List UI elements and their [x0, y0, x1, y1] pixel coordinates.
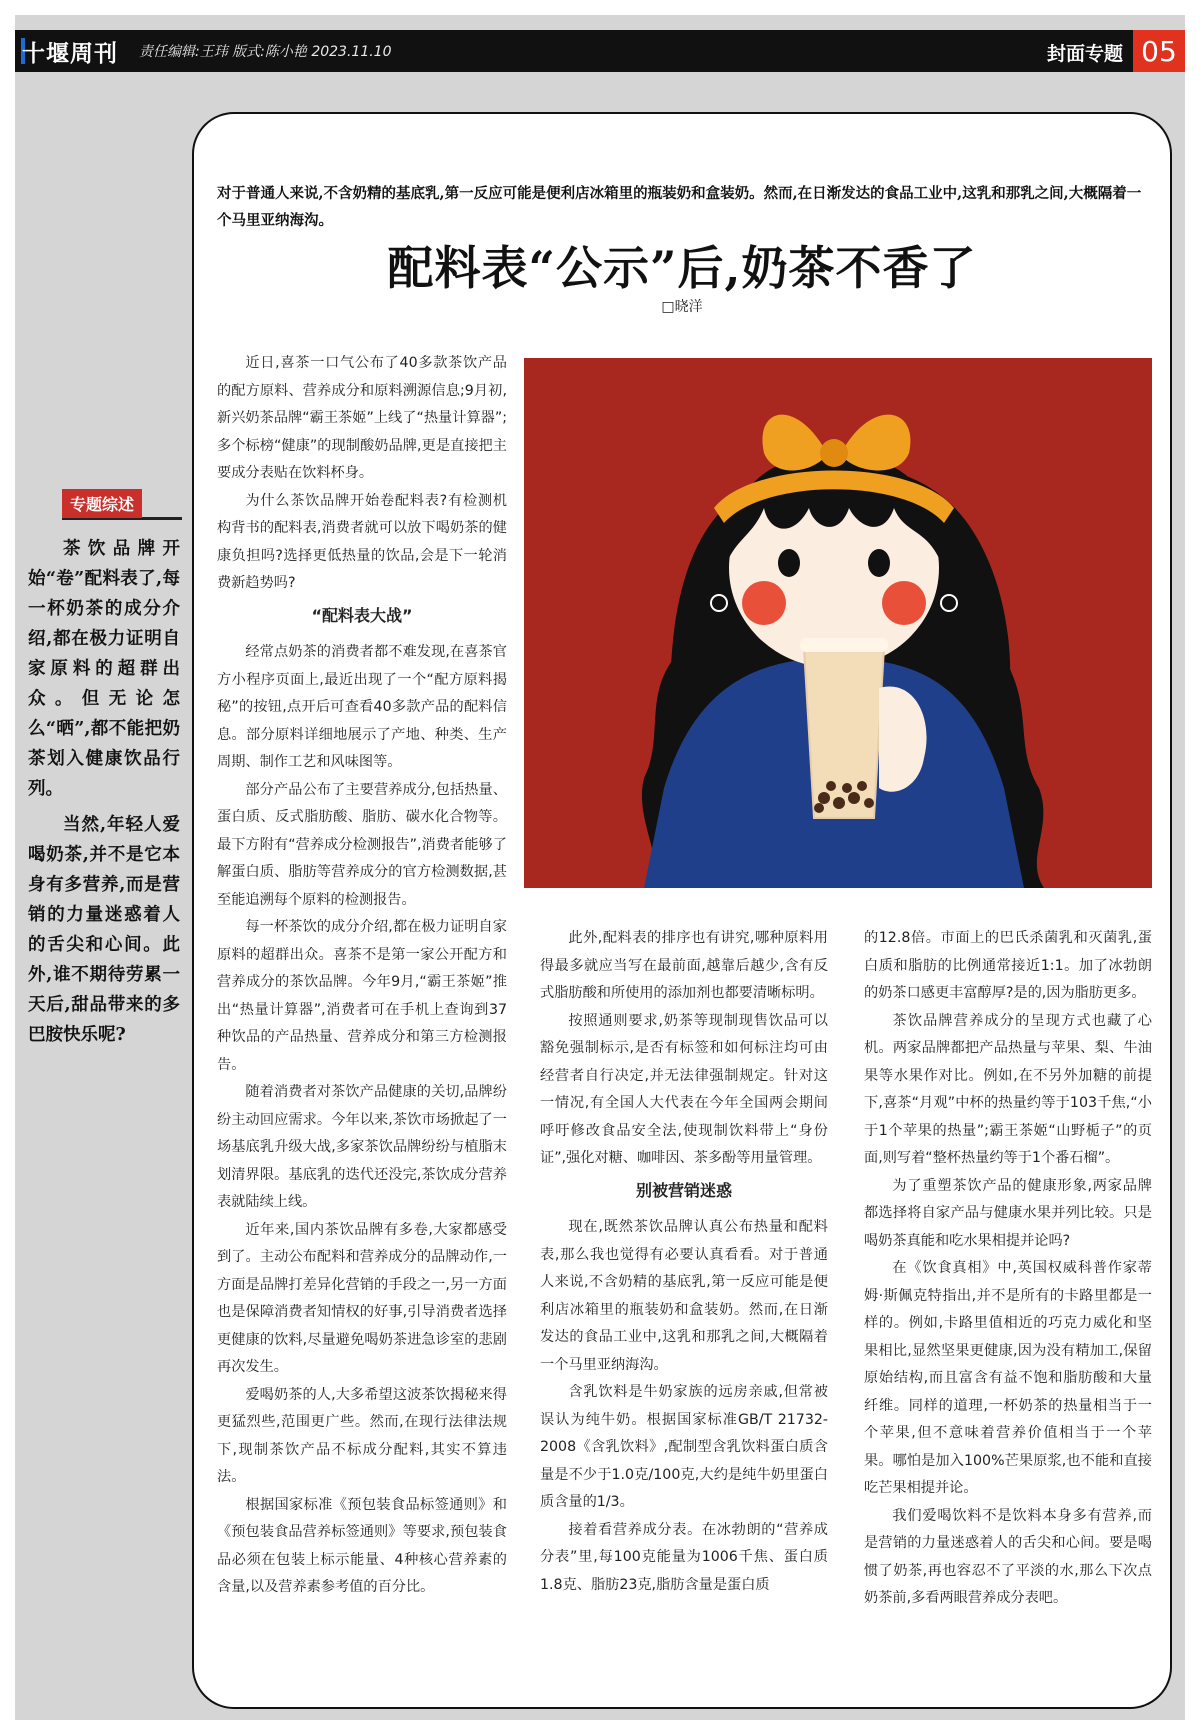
sidebar-heading-label: 专题综述 — [62, 489, 142, 518]
paragraph: 按照通则要求,奶茶等现制现售饮品可以豁免强制标示,是否有标签和如何标注均可由经营者自行决定,并无法律强制规定。针对这一情况,有全国人大代表在今年全国两会期间呼吁修改食品安全法,使现制饮料带上“身份证”,强化对糖、咖啡因、茶多酚等用量管理。 — [540, 1012, 828, 1166]
left-cheek — [742, 581, 786, 625]
paragraph: 的12.8倍。市面上的巴氏杀菌乳和灭菌乳,蛋白质和脂肪的比例通常接近1:1。加了冰勃朗的奶茶口感更丰富醇厚?是的,因为脂肪更多。 — [864, 930, 1152, 1001]
sidebar-summary — [28, 534, 180, 1056]
paragraph: 在《饮食真相》中,英国权威科普作家蒂姆·斯佩克特指出,并不是所有的卡路里都是一样的。例如,卡路里值相近的巧克力威化和坚果相比,显然坚果更健康,因为没有精加工,保留原始结构,而且富含有益不饱和脂肪酸和大量纤维。同样的道理,一杯奶茶的热量相当于一个苹果,但不意味着营养价值相当于一个苹果。哪怕是加入100%芒果原浆,也不能和直接吃芒果相提并论。 — [864, 1260, 1152, 1496]
article-column-2 — [540, 925, 828, 1599]
paragraph: 为什么茶饮品牌开始卷配料表?有检测机构背书的配料表,消费者就可以放下喝奶茶的健康负担吗?选择更低热量的饮品,会是下一轮消费新趋势吗? — [217, 492, 507, 591]
paragraph: 近年来,国内茶饮品牌有多卷,大家都感受到了。主动公布配料和营养成分的品牌动作,一方面是品牌打差异化营销的手段之一,另一方面也是保障消费者知情权的好事,引导消费者选择更健康的饮料,尽量避免喝奶茶进急诊室的悲剧再次发生。 — [217, 1221, 507, 1375]
paragraph: 部分产品公布了主要营养成分,包括热量、蛋白质、反式脂肪酸、脂肪、碳水化合物等。最下方附有“营养成分检测报告”,消费者能够了解蛋白质、脂肪等营养成分的官方检测数据,甚至能追溯每个原料的检测报告。 — [217, 781, 507, 908]
subheading: 别被营销迷惑 — [635, 1180, 732, 1200]
cup-lid — [800, 638, 888, 652]
paragraph: 现在,既然茶饮品牌认真公布热量和配料表,那么我也觉得有必要认真看看。对于普通人来说,不含奶精的基底乳,第一反应可能是便利店冰箱里的瓶装奶和盒装奶。然而,在日渐发达的食品工业中,这乳和那乳之间,大概隔着一个马里亚纳海沟。 — [540, 1219, 828, 1373]
girl-drinking-milk-tea-illustration — [524, 358, 1152, 888]
paragraph: 此外,配料表的排序也有讲究,哪种原料用得最多就应当写在最前面,越靠后越少,含有反式脂肪酸和所使用的添加剂也都要清晰标明。 — [540, 930, 828, 1001]
article-column-3 — [864, 925, 1152, 1613]
newspaper-brand: 十堰周刊 — [22, 39, 118, 67]
paragraph: 茶饮品牌营养成分的呈现方式也藏了心机。两家品牌都把产品热量与苹果、梨、牛油果等水果作对比。例如,在不另外加糖的前提下,喜茶“月观”中杯的热量约等于103千焦,“小于1个苹果的热量”;霸王茶姬“山野栀子”的页面,则写着“整杯热量约等于1个番石榴”。 — [864, 1012, 1152, 1166]
sidebar-paragraph: 茶饮品牌开始“卷”配料表了,每一杯奶茶的成分介绍,都在极力证明自家原料的超群出众。但无论怎么“晒”,都不能把奶茶划入健康饮品行列。 — [28, 539, 180, 799]
paragraph: 接着看营养成分表。在冰勃朗的“营养成分表”里,每100克能量为1006千焦、蛋白质1.8克、脂肪23克,脂肪含量是蛋白质 — [540, 1521, 828, 1593]
right-eye-icon — [868, 549, 890, 577]
article-lead: 对于普通人来说,不含奶精的基底乳,第一反应可能是便利店冰箱里的瓶装奶和盒装奶。然而,在日渐发达的食品工业中,这乳和那乳之间,大概隔着一个马里亚纳海沟。 — [217, 185, 1142, 229]
article-column-1 — [217, 350, 507, 1602]
right-cheek — [882, 581, 926, 625]
paragraph: 每一杯茶饮的成分介绍,都在极力证明自家原料的超群出众。喜茶不是第一家公开配方和营养成分的茶饮品牌。今年9月,“霸王茶姬”推出“热量计算器”,消费者可在手机上查询到37种饮品的产品热量、营养成分和第三方检测报告。 — [217, 919, 507, 1073]
sidebar-paragraph: 当然,年轻人爱喝奶茶,并不是它本身有多营养,而是营销的力量迷惑着人的舌尖和心间。此外,谁不期待劳累一天后,甜品带来的多巴胺快乐呢? — [28, 815, 180, 1045]
milk-tea-cup-icon — [804, 648, 884, 818]
illustration-svg — [524, 358, 1152, 888]
paragraph: 含乳饮料是牛奶家族的远房亲戚,但常被误认为纯牛奶。根据国家标准GB/T 21732-2008《含乳饮料》,配制型含乳饮料蛋白质含量是不少于1.0克/100克,大约是纯牛奶里蛋白质含量的1/3。 — [540, 1384, 828, 1510]
section-title: 封面专题 — [1046, 43, 1123, 65]
subheading: “配料表大战” — [311, 605, 413, 625]
paragraph: 根据国家标准《预包装食品标签通则》和《预包装食品营养标签通则》等要求,预包装食品必须在包装上标示能量、4种核心营养素的含量,以及营养素参考值的百分比。 — [217, 1496, 507, 1595]
page-header — [15, 30, 1185, 72]
paragraph: 近日,喜茶一口气公布了40多款茶饮产品的配方原料、营养成分和原料溯源信息;9月初,新兴奶茶品牌“霸王茶姬”上线了“热量计算器”;多个标榜“健康”的现制酸奶品牌,更是直接把主要成分表贴在饮料杯身。 — [217, 355, 507, 481]
paragraph: 经常点奶茶的消费者都不难发现,在喜茶官方小程序页面上,最近出现了一个“配方原料揭秘”的按钮,点开后可查看40多款产品的配料信息。部分原料详细地展示了产地、种类、生产周期、制作工艺和风味图等。 — [217, 644, 507, 770]
bow-knot — [820, 439, 848, 467]
editor-credits: 责任编辑:王玮 版式:陈小艳 2023.11.10 — [139, 44, 392, 60]
paragraph: 爱喝奶茶的人,大多希望这波茶饮揭秘来得更猛烈些,范围更广些。然而,在现行法律法规下,现制茶饮产品不标成分配料,其实不算违法。 — [217, 1386, 507, 1485]
paragraph: 我们爱喝饮料不是饮料本身多有营养,而是营销的力量迷惑着人的舌尖和心间。要是喝惯了奶茶,再也容忍不了平淡的水,那么下次点奶茶前,多看两眼营养成分表吧。 — [864, 1507, 1152, 1606]
left-eye-icon — [778, 549, 800, 577]
paragraph: 为了重塑茶饮产品的健康形象,两家品牌都选择将自家产品与健康水果并列比较。只是喝奶茶真能和吃水果相提并论吗? — [864, 1177, 1152, 1249]
paragraph: 随着消费者对茶饮产品健康的关切,品牌纷纷主动回应需求。今年以来,茶饮市场掀起了一场基底乳升级大战,多家茶饮品牌纷纷与植脂末划清界限。基底乳的迭代还没完,茶饮成分营养表就陆续上线。 — [217, 1084, 507, 1210]
article-byline: □晓洋 — [661, 299, 703, 315]
article-title: 配料表“公示”后,奶茶不香了 — [387, 241, 977, 295]
sidebar-heading — [62, 489, 182, 520]
page-number: 05 — [1133, 30, 1185, 72]
